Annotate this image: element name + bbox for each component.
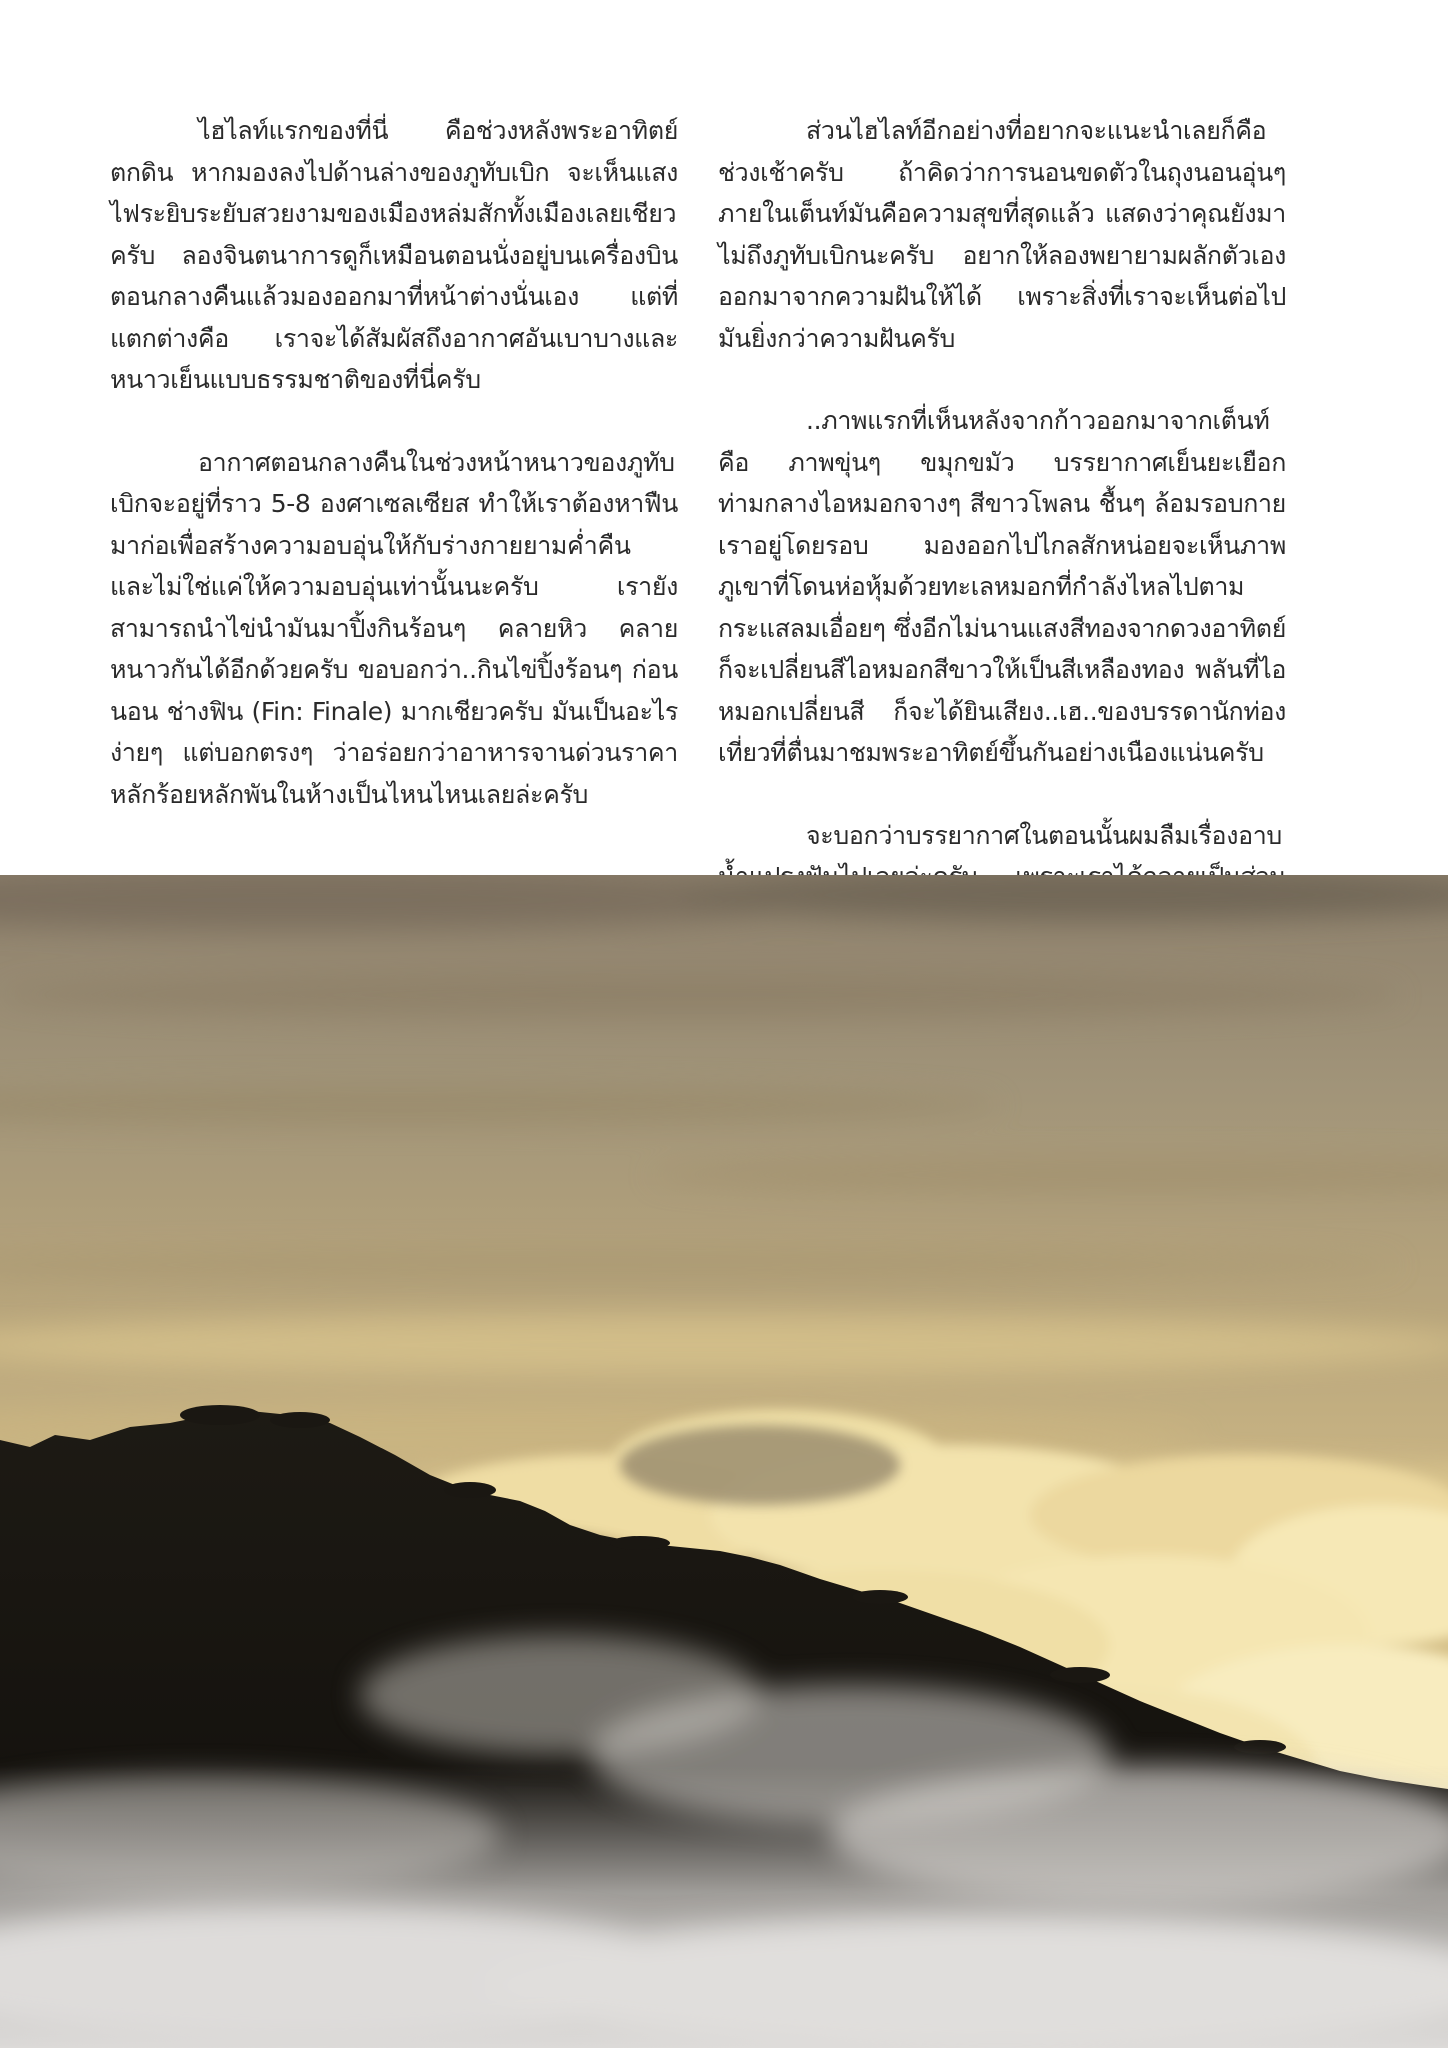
right-text-column: [718, 110, 1286, 980]
paragraph-first-highlight: ไฮไลท์แรกของที่นี่ คือช่วงหลังพระอาทิตย์ตกดิน หากมองลงไปด้านล่างของภูทับเบิก จะเห็นแสงไฟระยิบระยับสวยงามของเมืองหล่มสักทั้งเมืองเลยเชียวครับ ลองจินตนาการดูก็เหมือนตอนนั่งอยู่บนเครื่องบินตอนกลางคืนแล้วมองออกมาที่หน้าต่างนั่นเอง แต่ที่แตกต่างคือ เราจะได้สัมผัสถึงอากาศอันเบาบางและหนาวเย็นแบบธรรมชาติของที่นี่ครับ: [110, 116, 678, 394]
left-text-column: [110, 110, 678, 856]
paragraph-morning-highlight: ส่วนไฮไลท์อีกอย่างที่อยากจะแนะนำเลยก็คือ ช่วงเช้าครับ ถ้าคิดว่าการนอนขดตัวในถุงนอนอุ่นๆ ภายในเต็นท์มันคือความสุขที่สุดแล้ว แสดงว่าคุณยังมาไม่ถึงภูทับเบิกนะครับ อยากให้ลองพยายามผลักตัวเองออกมาจากความฝันให้ได้ เพราะสิ่งที่เราจะเห็นต่อไปมันยิ่งกว่าความฝันครับ: [718, 116, 1286, 353]
paragraph-atmosphere: จะบอกว่าบรรยากาศในตอนนั้นผมลืมเรื่องอาบ: [806, 820, 1282, 850]
sea-of-clouds-photo: [0, 875, 1448, 2048]
paragraph-sea-of-mist: ..ภาพแรกที่เห็นหลังจากก้าวออกมาจากเต็นท์คือ ภาพขุ่นๆ ขมุกขมัว บรรยากาศเย็นยะเยือก ท่ามกลางไอหมอกจางๆ สีขาวโพลน ชื้นๆ ล้อมรอบกายเราอยู่โดยรอบ มองออกไปไกลสักหน่อยจะเห็นภาพภูเขาที่โดนห่อหุ้มด้วยทะเลหมอกที่กำลังไหลไปตามกระแสลมเอื่อยๆ ซึ่งอีกไม่นานแสงสีทองจากดวงอาทิตย์ก็จะเปลี่ยนสีไอหมอกสีขาวให้เป็นสีเหลืองทอง พลันที่ไอหมอกเปลี่ยนสี ก็จะได้ยินเสียง..เฮ..ของบรรดานักท่องเที่ยวที่ตื่นมาชมพระอาทิตย์ขึ้นกันอย่างเนืองแน่นครับ: [718, 406, 1286, 767]
paragraph-night-weather: อากาศตอนกลางคืนในช่วงหน้าหนาวของภูทับเบิกจะอยู่ที่ราว 5-8 องศาเซลเซียส ทำให้เราต้องหาฟืนมาก่อเพื่อสร้างความอบอุ่นให้กับร่างกายยามค่ำคืน และไม่ใช่แค่ให้ความอบอุ่นเท่านั้นนะครับ เรายังสามารถนำไข่นำมันมาปิ้งกินร้อนๆ คลายหิว คลายหนาวกันได้อีกด้วยครับ ขอบอกว่า..กินไข่ปิ้งร้อนๆ ก่อนนอน ช่างฟิน (Fin: Finale) มากเชียวครับ มันเป็นอะไรง่ายๆ แต่บอกตรงๆ ว่าอร่อยกว่าอาหารจานด่วนราคาหลักร้อยหลักพันในห้างเป็นไหนไหนเลยล่ะครับ: [110, 447, 678, 809]
article-text-area: [0, 0, 1448, 875]
mountain-mist-illustration: [0, 875, 1448, 2048]
